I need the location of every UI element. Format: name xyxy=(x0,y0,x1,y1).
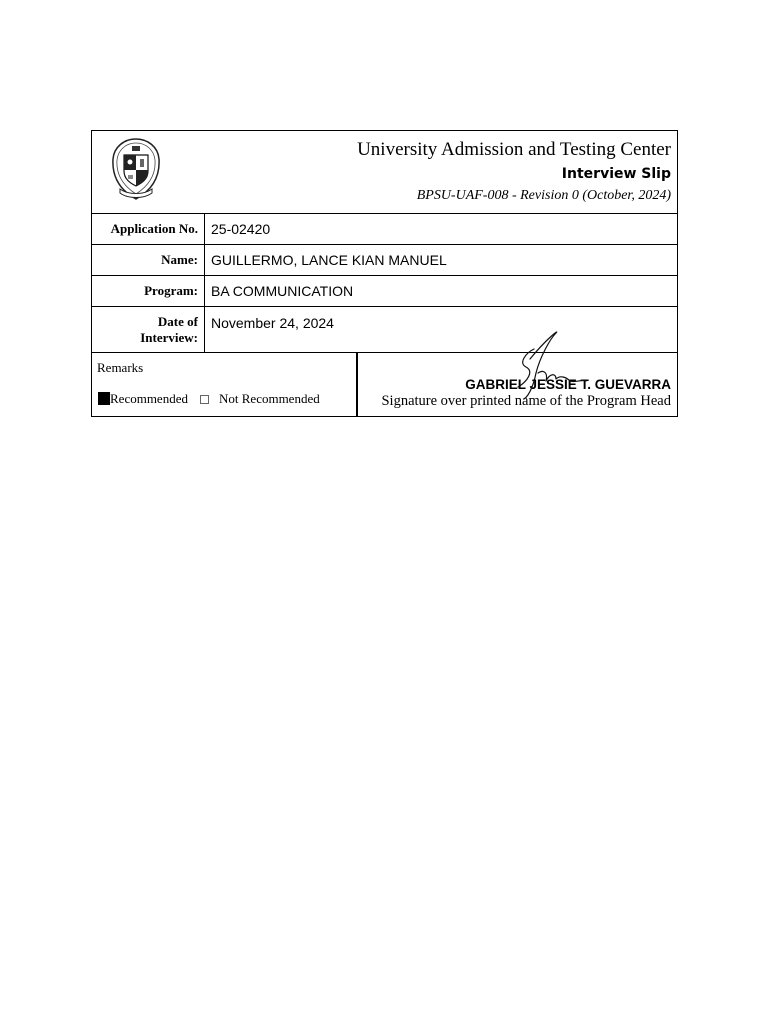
recommended-checkbox[interactable] xyxy=(98,392,110,405)
recommended-option[interactable] xyxy=(98,391,188,407)
handwritten-signature xyxy=(508,329,588,401)
program-label: Program: xyxy=(92,276,205,306)
date-label-line2: Interview: xyxy=(140,330,198,345)
center-title: University Admission and Testing Center xyxy=(357,139,671,160)
form-code: BPSU-UAF-008 - Revision 0 (October, 2024) xyxy=(416,188,671,203)
program-head-name: GABRIEL JESSIE T. GUEVARRA xyxy=(465,377,671,392)
name-value: GUILLERMO, LANCE KIAN MANUEL xyxy=(211,252,447,268)
not-recommended-checkbox[interactable] xyxy=(200,395,209,404)
date-label-line1: Date of xyxy=(157,314,198,329)
slip-subtitle: Interview Slip xyxy=(561,166,671,182)
date-value: November 24, 2024 xyxy=(211,315,334,331)
not-recommended-option[interactable] xyxy=(200,391,320,407)
university-seal-icon xyxy=(110,137,162,203)
program-value: BA COMMUNICATION xyxy=(211,283,354,299)
signature-cell xyxy=(358,353,677,416)
not-recommended-label: Not Recommended xyxy=(219,391,320,406)
program-row xyxy=(92,276,677,307)
slip-header xyxy=(92,131,677,214)
application-label: Application No. xyxy=(92,214,205,244)
date-label xyxy=(92,307,205,352)
date-row xyxy=(92,307,677,353)
signature-caption: Signature over printed name of the Program Head xyxy=(381,393,671,409)
name-label: Name: xyxy=(92,245,205,275)
application-row xyxy=(92,214,677,245)
name-row xyxy=(92,245,677,276)
remarks-cell xyxy=(92,353,358,416)
interview-slip xyxy=(91,130,678,417)
remarks-title: Remarks xyxy=(97,360,144,375)
application-value: 25-02420 xyxy=(211,221,271,237)
remarks-signature-section xyxy=(92,353,677,416)
recommended-label: Recommended xyxy=(110,391,188,406)
